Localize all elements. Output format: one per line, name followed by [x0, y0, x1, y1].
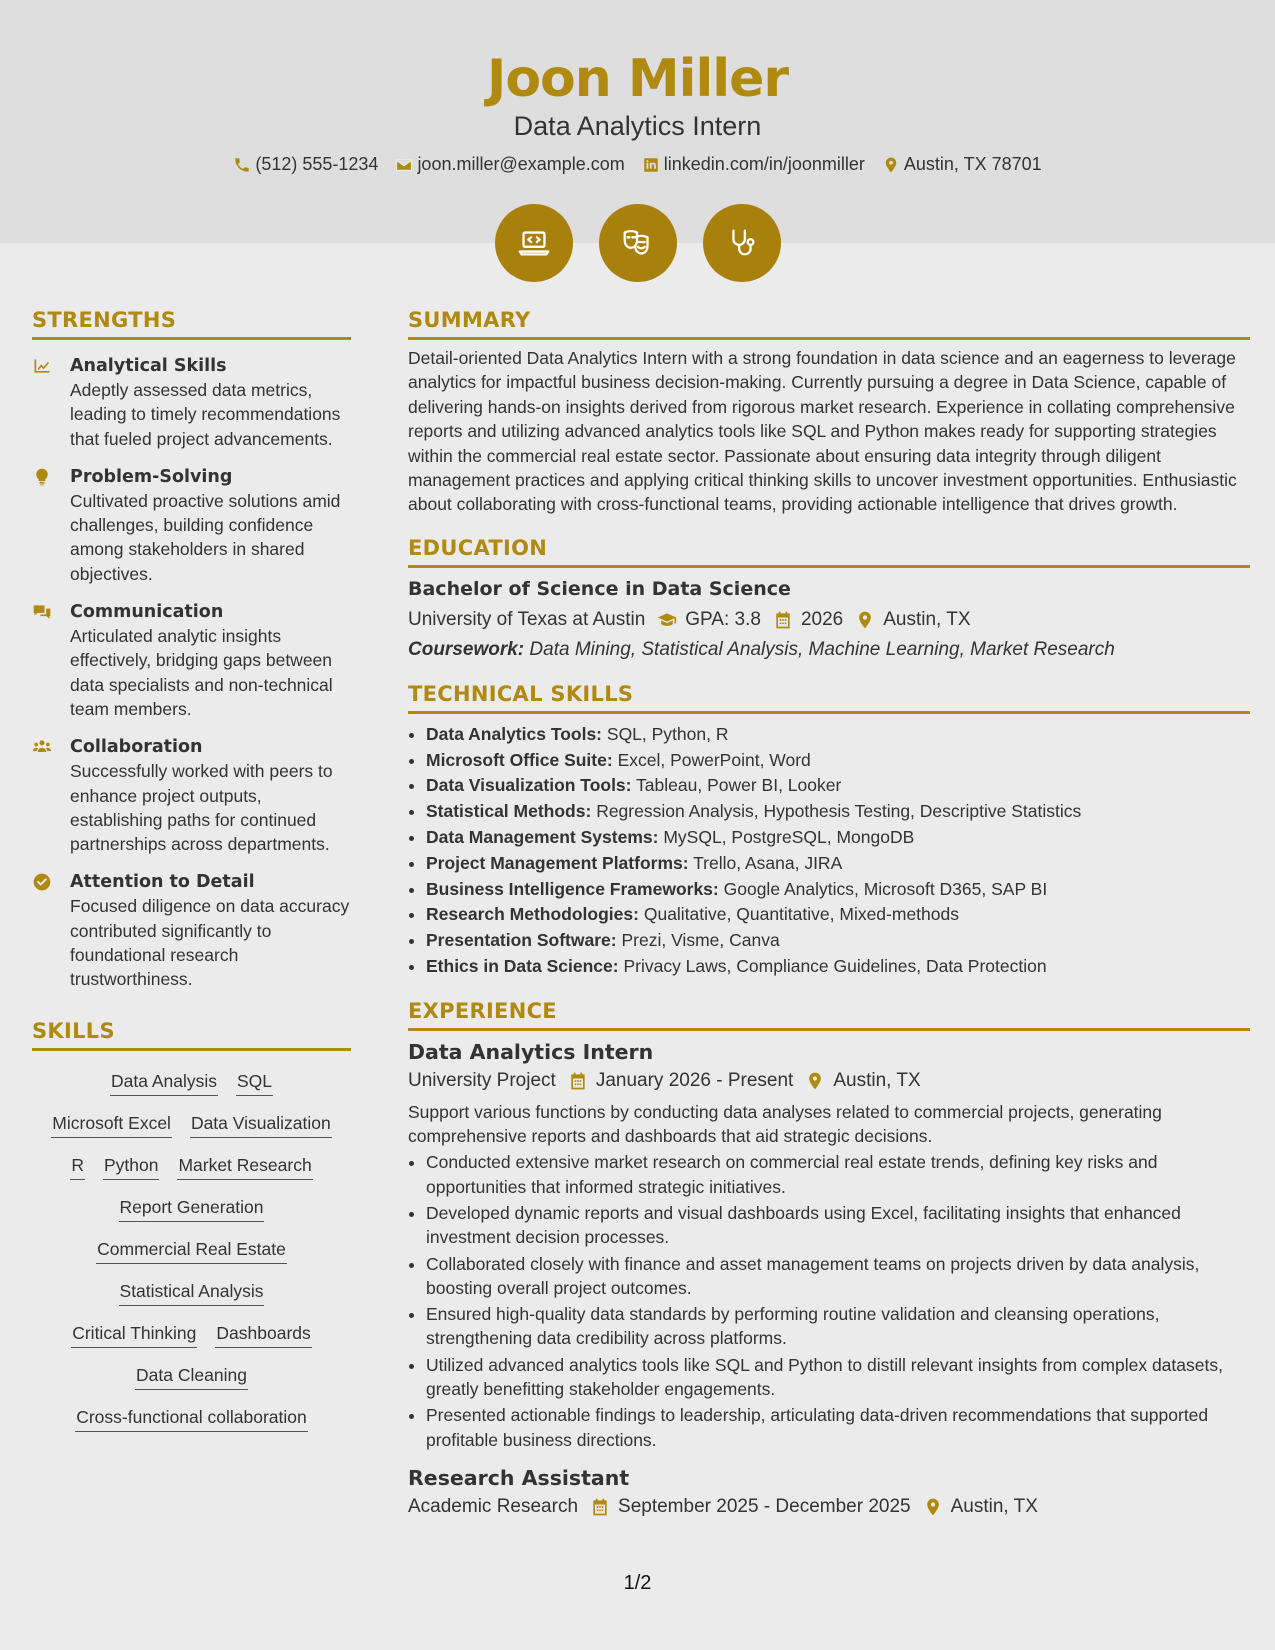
skill-tag: Microsoft Excel — [51, 1110, 172, 1138]
list-item — [426, 799, 1250, 825]
envelope-icon — [395, 156, 413, 174]
education-meta — [408, 607, 1250, 633]
chart-line-icon — [32, 356, 52, 376]
skill-tag: Report Generation — [119, 1194, 265, 1222]
users-icon — [32, 737, 52, 757]
skill-value: SQL, Python, R — [606, 723, 729, 744]
list-item — [426, 902, 1250, 928]
skill-value: Privacy Laws, Compliance Guidelines, Data Protection — [623, 956, 1047, 977]
graduation-cap-icon — [657, 610, 677, 630]
map-marker-icon — [855, 610, 875, 630]
skill-tag: Data Cleaning — [135, 1362, 248, 1390]
list-item — [426, 877, 1250, 903]
strength-desc: Focused diligence on data accuracy contributed significantly to foundational research trustworthiness. — [70, 896, 350, 990]
skill-value: MySQL, PostgreSQL, MongoDB — [663, 827, 915, 848]
job-meta — [408, 1494, 1250, 1520]
linkedin-icon — [642, 156, 660, 174]
skill-tag: Cross-functional collaboration — [75, 1404, 308, 1432]
skill-row — [40, 1236, 343, 1264]
job-location: Austin, TX — [833, 1069, 921, 1091]
list-item: • Presented actionable findings to leadership, articulating data-driven recommendations that supported profitable business directions. — [426, 1403, 1250, 1452]
contact-location — [882, 154, 1042, 175]
coursework — [408, 637, 1250, 663]
list-item — [426, 928, 1250, 954]
coursework-list: Data Mining, Statistical Analysis, Machine Learning, Market Research — [529, 638, 1115, 660]
skill-row — [40, 1404, 343, 1432]
skill-tag: Market Research — [177, 1152, 312, 1180]
coursework-label: Coursework: — [408, 638, 525, 660]
list-item — [426, 851, 1250, 877]
lightbulb-icon — [32, 467, 52, 487]
phone-text: (512) 555-1234 — [255, 154, 379, 174]
stethoscope-icon — [703, 204, 781, 282]
strength-desc: Successfully worked with peers to enhance project outputs, establishing paths for continued partnerships across departments. — [70, 761, 333, 855]
interest-badges — [0, 204, 1275, 282]
summary-text: Detail-oriented Data Analytics Intern with a strong foundation in data science and an eagerness to leverage analytics for impactful business decision-making. Currently pursuing a degree in Data Science, capable of delivering hands-on insights derived from rigorous market research. Experience in collating comprehensive reports and utilizing advanced analytics tools like SQL and Python makes ready for supporting strategies within the commercial real estate sector. Passionate about ensuring data integrity through diligent management practices and applying critical thinking skills to uncover investment opportunities. Enthusiastic about collaborating with cross-functional teams, providing actionable intelligence that drives growth. — [408, 348, 1237, 515]
skill-value: Prezi, Visme, Canva — [621, 930, 780, 951]
skill-row — [40, 1320, 343, 1348]
contact-info — [0, 154, 1275, 175]
strength-title: Communication — [70, 602, 224, 623]
skill-label: Research Methodologies: — [426, 904, 639, 925]
calendar-icon — [590, 1497, 610, 1517]
skill-row — [40, 1152, 343, 1180]
job-org: Academic Research — [408, 1495, 579, 1517]
laptop-code-icon — [495, 204, 573, 282]
map-marker-icon — [882, 156, 900, 174]
contact-email[interactable] — [395, 154, 624, 175]
education-heading: EDUCATION — [408, 535, 1250, 568]
technical-skills-list — [408, 722, 1250, 980]
skill-tag: Data Visualization — [190, 1110, 332, 1138]
calendar-icon — [568, 1071, 588, 1091]
job-meta — [408, 1068, 1250, 1094]
strength-item — [32, 465, 351, 586]
map-marker-icon — [923, 1497, 943, 1517]
graduation-year: 2026 — [800, 608, 844, 630]
skill-value: Qualitative, Quantitative, Mixed-methods — [643, 904, 959, 925]
list-item: • Developed dynamic reports and visual dashboards using Excel, facilitating insights that enhanced investment decision processes. — [426, 1201, 1250, 1250]
strength-item — [32, 600, 351, 721]
gpa: GPA: 3.8 — [685, 608, 761, 630]
skill-tags — [32, 1068, 351, 1432]
strength-desc: Cultivated proactive solutions amid challenges, building confidence among stakeholders in shared objectives. — [70, 490, 341, 584]
skill-label: Data Management Systems: — [426, 827, 659, 848]
strength-item — [32, 735, 351, 856]
job-title: Data Analytics Intern — [408, 1039, 654, 1064]
skill-value: Google Analytics, Microsoft D365, SAP BI — [723, 878, 1048, 899]
job-location: Austin, TX — [950, 1495, 1038, 1517]
skills-heading: SKILLS — [32, 1018, 351, 1051]
page-number: 1/2 — [623, 1572, 652, 1594]
location-text: Austin, TX 78701 — [903, 154, 1042, 174]
experience-heading: EXPERIENCE — [408, 998, 1250, 1031]
list-item — [426, 954, 1250, 980]
skill-label: Statistical Methods: — [426, 801, 592, 822]
list-item — [426, 825, 1250, 851]
skill-value: Excel, PowerPoint, Word — [617, 749, 811, 770]
strength-title: Collaboration — [70, 737, 203, 758]
linkedin-text: linkedin.com/in/joonmiller — [663, 154, 865, 174]
list-item: • Utilized advanced analytics tools like SQL and Python to distill relevant insights from complex datasets, greatly benefitting stakeholder engagements. — [426, 1353, 1250, 1402]
skill-label: Project Management Platforms: — [426, 852, 689, 873]
skill-row — [40, 1278, 343, 1306]
school-name: University of Texas at Austin — [408, 608, 646, 630]
strength-item — [32, 354, 351, 451]
map-marker-icon — [805, 1071, 825, 1091]
skill-row — [40, 1194, 343, 1222]
list-item: • Conducted extensive market research on commercial real estate trends, defining key risks and opportunities that informed strategic initiatives. — [426, 1150, 1250, 1199]
skill-row — [40, 1110, 343, 1138]
contact-phone[interactable] — [233, 154, 378, 175]
job-bullets — [408, 1150, 1250, 1452]
skill-value: Trello, Asana, JIRA — [693, 852, 843, 873]
phone-icon — [233, 156, 251, 174]
list-item: • Collaborated closely with finance and asset management teams on projects driven by data analysis, boosting overall project outcomes. — [426, 1252, 1250, 1301]
skill-label: Microsoft Office Suite: — [426, 749, 613, 770]
strength-title: Analytical Skills — [70, 356, 227, 376]
skill-label: Data Visualization Tools: — [426, 775, 632, 796]
skill-tag: Critical Thinking — [71, 1320, 197, 1348]
list-item: • Ensured high-quality data standards by performing routine validation and cleansing operations, strengthening data credibility across platforms. — [426, 1302, 1250, 1351]
technical-skills-heading: TECHNICAL SKILLS — [408, 681, 1250, 714]
check-circle-icon — [32, 872, 52, 892]
skill-label: Presentation Software: — [426, 930, 617, 951]
strength-title: Attention to Detail — [70, 872, 255, 893]
skill-tag: Statistical Analysis — [119, 1278, 265, 1306]
contact-linkedin[interactable] — [642, 154, 865, 175]
skill-tag: R — [70, 1152, 85, 1180]
candidate-role: Data Analytics Intern — [513, 111, 762, 141]
right-column — [408, 307, 1250, 1520]
skill-value: Tableau, Power BI, Looker — [636, 775, 842, 796]
degree-title: Bachelor of Science in Data Science — [408, 577, 791, 600]
job-org: University Project — [408, 1069, 556, 1091]
skill-label: Ethics in Data Science: — [426, 956, 619, 977]
calendar-icon — [773, 610, 793, 630]
job-title: Research Assistant — [408, 1465, 630, 1490]
resume-header — [0, 0, 1275, 243]
strength-item — [32, 870, 351, 991]
job-dates: January 2026 - Present — [595, 1069, 794, 1091]
comments-icon — [32, 602, 52, 622]
skill-tag: Python — [103, 1152, 159, 1180]
strength-desc: Adeptly assessed data metrics, leading to timely recommendations that fueled project advancements. — [70, 380, 341, 449]
strength-desc: Articulated analytic insights effectively, bridging gaps between data specialists and non-technical team members. — [70, 626, 333, 719]
skill-label: Data Analytics Tools: — [426, 723, 603, 744]
list-item — [426, 722, 1250, 748]
list-item — [426, 748, 1250, 774]
job-description: Support various functions by conducting data analyses related to commercial projects, generating comprehensive reports and dashboards that aid strategic decisions. — [408, 1101, 1162, 1147]
theater-masks-icon — [599, 204, 677, 282]
school-location: Austin, TX — [883, 608, 971, 630]
job-dates: September 2025 - December 2025 — [618, 1495, 911, 1517]
list-item — [426, 773, 1250, 799]
skill-value: Regression Analysis, Hypothesis Testing, Descriptive Statistics — [596, 801, 1082, 822]
email-text: joon.miller@example.com — [417, 154, 625, 174]
skill-tag: Dashboards — [215, 1320, 311, 1348]
summary-heading: SUMMARY — [408, 307, 1250, 340]
skill-row — [40, 1068, 343, 1096]
strength-title: Problem-Solving — [70, 466, 233, 487]
skill-row — [40, 1362, 343, 1390]
candidate-name: Joon Miller — [486, 49, 789, 109]
strengths-heading: STRENGTHS — [32, 307, 351, 340]
skill-label: Business Intelligence Frameworks: — [426, 878, 719, 899]
skill-tag: Data Analysis — [110, 1068, 218, 1096]
skill-tag: Commercial Real Estate — [96, 1236, 287, 1264]
skill-tag: SQL — [236, 1068, 273, 1096]
left-column — [32, 307, 351, 1432]
